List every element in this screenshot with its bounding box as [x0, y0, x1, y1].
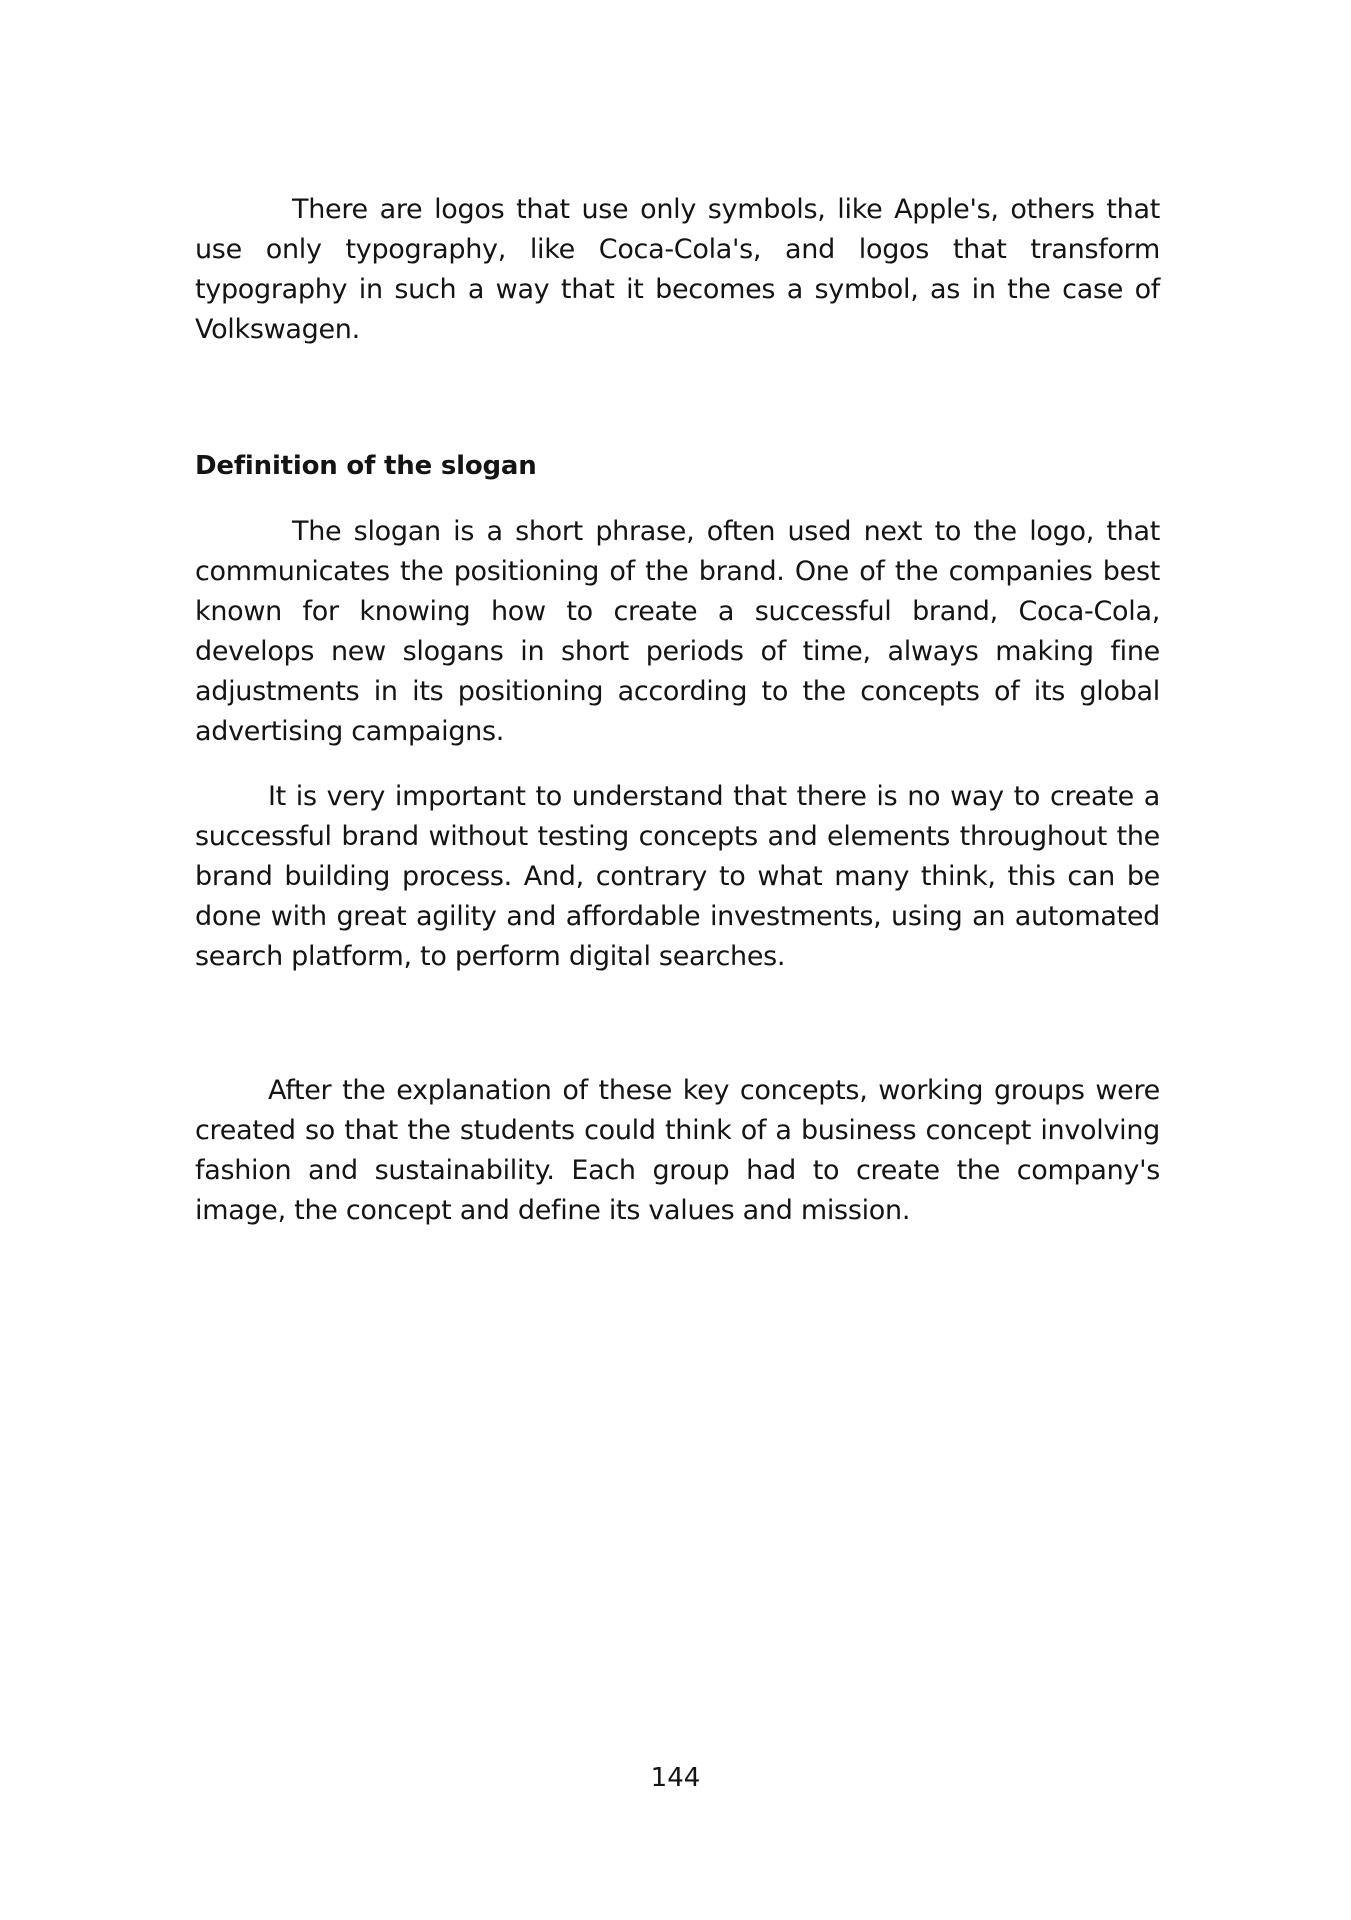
paragraph-working-groups: After the explanation of these key concepts, working groups were created so that the students could think of a business concept involving fashion and sustainability. Each group had to create the company's image, the concept and define its values and mission.: [195, 1075, 1160, 1226]
section-heading-slogan: Definition of the slogan: [195, 451, 537, 481]
paragraph-slogan-definition: The slogan is a short phrase, often used next to the logo, that communicates the positioning of the brand. One of the companies best known for knowing how to create a successful brand, Coca-Cola, develops new slogans in short periods of time, always making fine adjustments in its positioning according to the concepts of its global advertising campaigns.: [195, 516, 1160, 747]
page-content: [195, 190, 1160, 1226]
paragraph-testing-concepts: It is very important to understand that there is no way to create a successful brand without testing concepts and elements throughout the brand building process. And, contrary to what many think, this can be done with great agility and affordable investments, using an automated search platform, to perform digital searches.: [195, 781, 1160, 972]
page-number: 144: [650, 1763, 701, 1793]
paragraph-logos: There are logos that use only symbols, like Apple's, others that use only typography, like Coca-Cola's, and logos that transform typography in such a way that it becomes a symbol, as in the case of Volkswagen.: [195, 194, 1160, 345]
